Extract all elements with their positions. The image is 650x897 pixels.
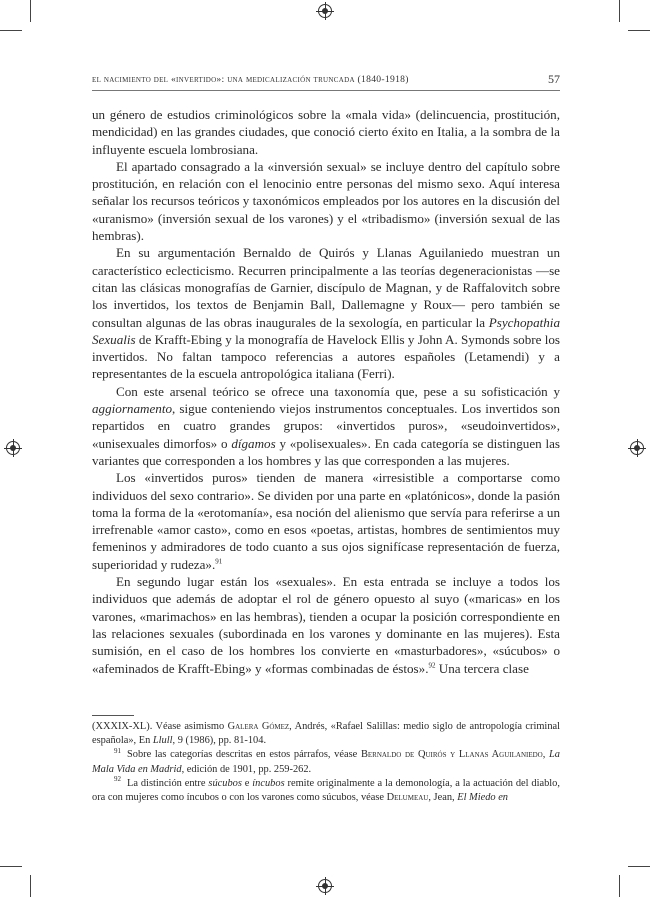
footnote-text: , bbox=[542, 749, 550, 761]
paragraph-text: En segundo lugar están los «sexuales». En esta entrada se incluye a todos los individuos que además de adoptar el rol de género opuesto al suyo («maricas» en los varones, «marimachos» en las hembras), tienden a ocupar la posición correspondiente en las relaciones sexuales (subordinada en los varones y dominante en las mujeres). Esta sumisión, en el caso de los hombres los convierte en «masturbadores», «súcubos» o «afeminados de Krafft-Ebing» y «formas combinadas de éstos». bbox=[92, 574, 560, 676]
footnote-text: remite originalmente a la demonología, a la actuación del diablo, ora con mujeres como íncubos o con los varones como súcubos, véase bbox=[92, 777, 560, 804]
paragraph bbox=[92, 244, 560, 382]
paragraph-text: un género de estudios criminológicos sobre la «mala vida» (delincuencia, prostitución, mendicidad) en las grandes ciudades, que conoció cierto éxito en Italia, a la sombra de la influyente escuela lombrosiana. bbox=[92, 107, 560, 157]
book-title: Psychopathia Sexualis bbox=[92, 314, 560, 347]
paragraph-text: y «polisexuales». En cada categoría se distinguen las variantes que corresponden a los hombres y las que corresponden a las mujeres. bbox=[92, 435, 560, 468]
crop-mark bbox=[628, 866, 650, 867]
crop-mark bbox=[30, 0, 31, 22]
footnote-continuation bbox=[92, 720, 560, 748]
crop-mark bbox=[628, 30, 650, 31]
paragraph-text: , sigue conteniendo viejos instrumentos conceptuales. Los invertidos son repartidos en cuatro grandes grupos: «invertidos puros», «seudoinvertidos», «unisexuales dimorfos» o bbox=[92, 401, 560, 451]
footnote-text: , Jean, bbox=[428, 792, 458, 804]
footnote-text: Sobre las categorías descritas en estos párrafos, véase bbox=[127, 749, 361, 761]
page-number: 57 bbox=[548, 72, 560, 86]
crop-mark bbox=[619, 875, 620, 897]
footnote-92 bbox=[92, 777, 560, 805]
footnote-text: , edición de 1901, pp. 259-262. bbox=[181, 763, 312, 775]
italic-term: aggiornamento bbox=[92, 401, 173, 417]
paragraph bbox=[92, 469, 560, 573]
paragraph bbox=[92, 383, 560, 469]
paragraph-text: Los «invertidos puros» tienden de manera «irresistible a comportarse como individuos del sexo contrario». Se dividen por una parte en «platónicos», donde la pasión toma la forma de la «erotomanía», esa noción del alienismo que servía para referirse a un irrefrenable «amor casto», como en esos «poetas, artistas, hombres de sentimientos muy femeninos y admiradores de todo cuanto a sus ojos signifícase representación de fuerza, superioridad y rudeza». bbox=[92, 470, 560, 572]
book-title: La Mala Vida en Madrid bbox=[92, 749, 560, 775]
footnote-rule bbox=[92, 715, 134, 716]
paragraph bbox=[92, 573, 560, 677]
footnote-text: , 9 (1986), pp. 81-104. bbox=[172, 735, 267, 747]
header-rule bbox=[92, 90, 560, 91]
paragraph-text: de Krafft-Ebing y la monografía de Havelock Ellis y John A. Symonds sobre los invertidos. No faltan tampoco referencias a autores españoles (Letamendi) y a representantes de la escuela antropológica italiana (Ferri). bbox=[92, 331, 560, 382]
paragraph-text: Una tercera clase bbox=[435, 660, 529, 676]
running-title: el nacimiento del «invertido»: una medicalización truncada (1840-1918) bbox=[92, 74, 409, 85]
footnote-text: e bbox=[241, 777, 253, 789]
body-text bbox=[92, 106, 560, 677]
book-title: El Miedo en bbox=[457, 792, 508, 804]
author-name: Galera Gómez bbox=[227, 721, 290, 732]
footnote-number: 91 bbox=[114, 746, 121, 755]
author-name: Bernaldo de Quirós y Llanas Aguilaniedo bbox=[360, 749, 543, 761]
footnote-text: (XXXIX-XL). Véase asimismo bbox=[92, 721, 228, 732]
crop-mark bbox=[619, 0, 620, 22]
footnotes bbox=[92, 720, 560, 805]
registration-mark-icon bbox=[318, 879, 332, 893]
crop-mark bbox=[0, 866, 22, 867]
italic-term: íncubos bbox=[252, 777, 285, 789]
footnote-ref[interactable]: 91 bbox=[215, 557, 223, 566]
crop-mark bbox=[30, 875, 31, 897]
footnote-91 bbox=[92, 748, 560, 776]
registration-mark-icon bbox=[630, 441, 644, 455]
journal-title: Llull bbox=[152, 735, 173, 747]
footnote-number: 92 bbox=[114, 775, 121, 784]
italic-term: dígamos bbox=[231, 435, 276, 451]
registration-mark-icon bbox=[318, 4, 332, 18]
footnote-text: , Andrés, «Rafael Salillas: medio siglo de antropología criminal española», En bbox=[92, 721, 561, 747]
paragraph-text: En su argumentación Bernaldo de Quirós y Llanas Aguilaniedo muestran un característico eclecticismo. Recurren principalmente a las teorías degeneracionistas —se citan las clásicas monografías de Garnier, discípulo de Magnan, y de Raffalovitch sobre los invertidos, los textos de Benjamin Ball, Dallemagne y Roux— pero también se consultan algunas de las obras inaugurales de la sexología, en particular la bbox=[92, 245, 560, 330]
paragraph bbox=[92, 106, 560, 158]
footnote-text: La distinción entre bbox=[127, 777, 209, 789]
registration-mark-icon bbox=[6, 441, 20, 455]
paragraph-text: El apartado consagrado a la «inversión sexual» se incluye dentro del capítulo sobre prostitución, en relación con el lenocinio entre personas del mismo sexo. Aquí interesa señalar los recursos teóricos y taxonómicos empleados por los autores en la discusión del «uranismo» (inversión sexual de los varones) y el «tribadismo» (inversión sexual de las hembras). bbox=[92, 158, 560, 244]
paragraph-text: Con este arsenal teórico se ofrece una taxonomía que, pese a su sofisticación y bbox=[116, 383, 560, 399]
italic-term: súcubos bbox=[208, 777, 242, 789]
paragraph bbox=[92, 158, 560, 244]
footnote-ref[interactable]: 92 bbox=[428, 661, 436, 670]
crop-mark bbox=[0, 30, 22, 31]
author-name: Delumeau bbox=[386, 792, 429, 804]
